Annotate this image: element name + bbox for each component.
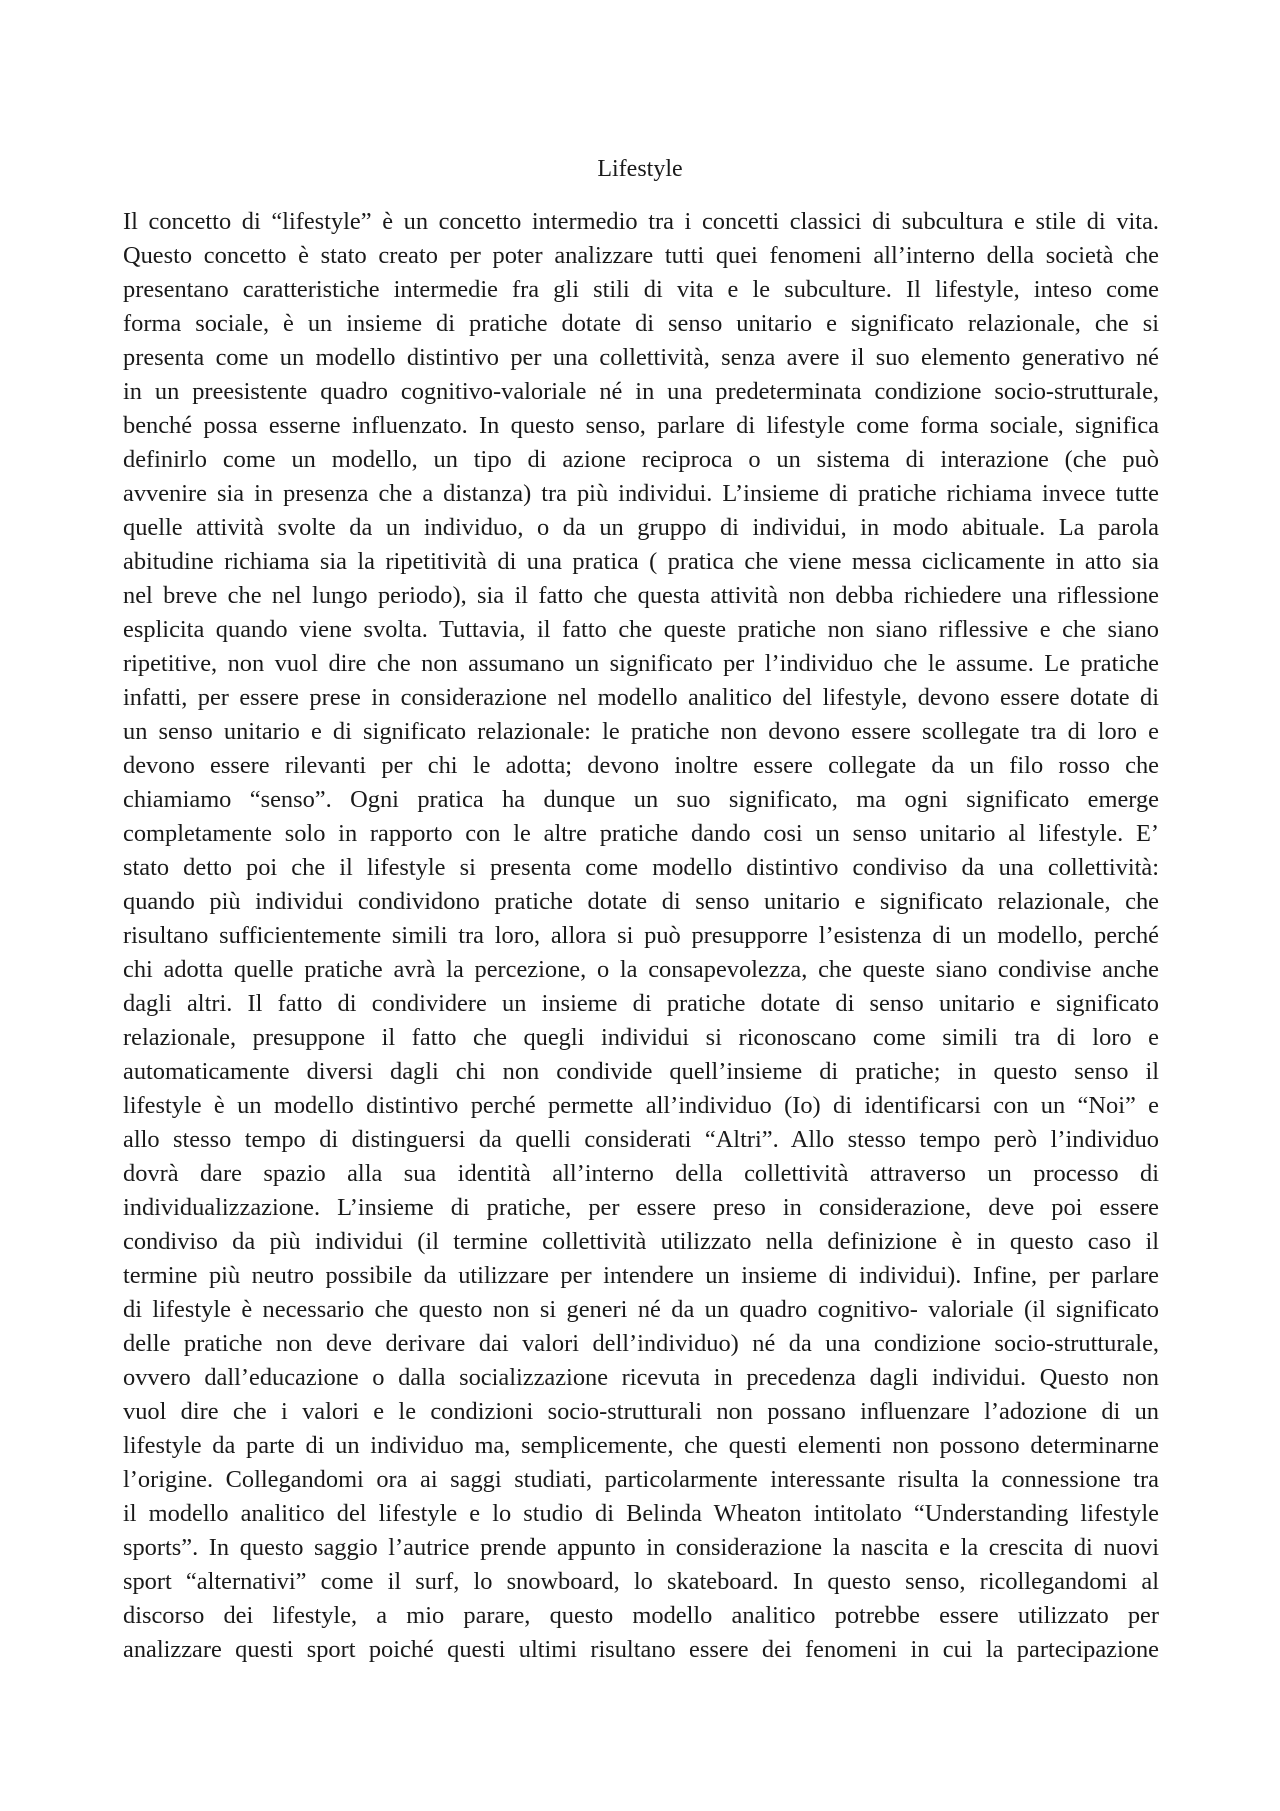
text-line: un senso unitario e di significato relazionale: le pratiche non devono essere scollegate tra di loro e: [123, 718, 1159, 745]
text-line: allo stesso tempo di distinguersi da quelli considerati “Altri”. Allo stesso tempo però l’individuo: [123, 1126, 1159, 1153]
text-line: automaticamente diversi dagli chi non condivide quell’insieme di pratiche; in questo senso il: [123, 1058, 1159, 1085]
text-line: Questo concetto è stato creato per poter analizzare tutti quei fenomeni all’interno della società che: [123, 242, 1159, 269]
text-line: dagli altri. Il fatto di condividere un insieme di pratiche dotate di senso unitario e significato: [123, 990, 1159, 1017]
text-line: quelle attività svolte da un individuo, o da un gruppo di individui, in modo abituale. La parola: [123, 514, 1159, 541]
text-line: presenta come un modello distintivo per una collettività, senza avere il suo elemento generativo né: [123, 344, 1159, 371]
text-line: forma sociale, è un insieme di pratiche dotate di senso unitario e significato relazionale, che si: [123, 310, 1159, 337]
text-line: quando più individui condividono pratiche dotate di senso unitario e significato relazionale, che: [123, 888, 1159, 915]
text-line: discorso dei lifestyle, a mio parare, questo modello analitico potrebbe essere utilizzato per: [123, 1602, 1159, 1629]
text-line: l’origine. Collegandomi ora ai saggi studiati, particolarmente interessante risulta la connessione tra: [123, 1466, 1159, 1493]
text-line: termine più neutro possibile da utilizzare per intendere un insieme di individui). Infine, per parlare: [123, 1262, 1159, 1289]
text-line: vuol dire che i valori e le condizioni socio-strutturali non possano influenzare l’adozione di un: [123, 1398, 1159, 1425]
text-line: abitudine richiama sia la ripetitività di una pratica ( pratica che viene messa ciclicamente in atto sia: [123, 548, 1159, 575]
text-line: esplicita quando viene svolta. Tuttavia, il fatto che queste pratiche non siano riflessive e che siano: [123, 616, 1159, 643]
text-line: completamente solo in rapporto con le altre pratiche dando cosi un senso unitario al lifestyle. E’: [123, 820, 1159, 847]
text-line: analizzare questi sport poiché questi ultimi risultano essere dei fenomeni in cui la partecipazione: [123, 1636, 1159, 1663]
text-line: sport “alternativi” come il surf, lo snowboard, lo skateboard. In questo senso, ricollegandomi al: [123, 1568, 1159, 1595]
body-paragraph: [123, 205, 1159, 1667]
text-line: in un preesistente quadro cognitivo-valoriale né in una predeterminata condizione socio-strutturale,: [123, 378, 1159, 405]
text-line: dovrà dare spazio alla sua identità all’interno della collettività attraverso un processo di: [123, 1160, 1159, 1187]
text-line: il modello analitico del lifestyle e lo studio di Belinda Wheaton intitolato “Understanding lifestyle: [123, 1500, 1159, 1527]
text-line: ripetitive, non vuol dire che non assumano un significato per l’individuo che le assume. Le pratiche: [123, 650, 1159, 677]
text-line: benché possa esserne influenzato. In questo senso, parlare di lifestyle come forma sociale, significa: [123, 412, 1159, 439]
text-line: ovvero dall’educazione o dalla socializzazione ricevuta in precedenza dagli individui. Questo non: [123, 1364, 1159, 1391]
text-line: infatti, per essere prese in considerazione nel modello analitico del lifestyle, devono essere dotate di: [123, 684, 1159, 711]
text-line: relazionale, presuppone il fatto che quegli individui si riconoscano come simili tra di loro e: [123, 1024, 1159, 1051]
text-line: chi adotta quelle pratiche avrà la percezione, o la consapevolezza, che queste siano condivise anche: [123, 956, 1159, 983]
text-line: lifestyle è un modello distintivo perché permette all’individuo (Io) di identificarsi con un “Noi” e: [123, 1092, 1159, 1119]
text-line: chiamiamo “senso”. Ogni pratica ha dunque un suo significato, ma ogni significato emerge: [123, 786, 1159, 813]
text-line: avvenire sia in presenza che a distanza) tra più individui. L’insieme di pratiche richiama invece tutte: [123, 480, 1159, 507]
text-line: condiviso da più individui (il termine collettività utilizzato nella definizione è in questo caso il: [123, 1228, 1159, 1255]
text-line: definirlo come un modello, un tipo di azione reciproca o un sistema di interazione (che può: [123, 446, 1159, 473]
text-line: lifestyle da parte di un individuo ma, semplicemente, che questi elementi non possono determinarne: [123, 1432, 1159, 1459]
text-line: Il concetto di “lifestyle” è un concetto intermedio tra i concetti classici di subcultura e stile di vita.: [123, 208, 1159, 235]
text-line: stato detto poi che il lifestyle si presenta come modello distintivo condiviso da una collettività:: [123, 854, 1159, 881]
text-line: sports”. In questo saggio l’autrice prende appunto in considerazione la nascita e la crescita di nuovi: [123, 1534, 1159, 1561]
text-line: individualizzazione. L’insieme di pratiche, per essere preso in considerazione, deve poi essere: [123, 1194, 1159, 1221]
document-title: Lifestyle: [597, 156, 683, 182]
text-line: devono essere rilevanti per chi le adotta; devono inoltre essere collegate da un filo rosso che: [123, 752, 1159, 779]
text-line: di lifestyle è necessario che questo non si generi né da un quadro cognitivo- valoriale (il significato: [123, 1296, 1159, 1323]
text-line: risultano sufficientemente simili tra loro, allora si può presupporre l’esistenza di un modello, perché: [123, 922, 1159, 949]
text-line: nel breve che nel lungo periodo), sia il fatto che questa attività non debba richiedere una riflessione: [123, 582, 1159, 609]
text-line: delle pratiche non deve derivare dai valori dell’individuo) né da una condizione socio-strutturale,: [123, 1330, 1159, 1357]
text-line: presentano caratteristiche intermedie fra gli stili di vita e le subculture. Il lifestyle, inteso come: [123, 276, 1159, 303]
